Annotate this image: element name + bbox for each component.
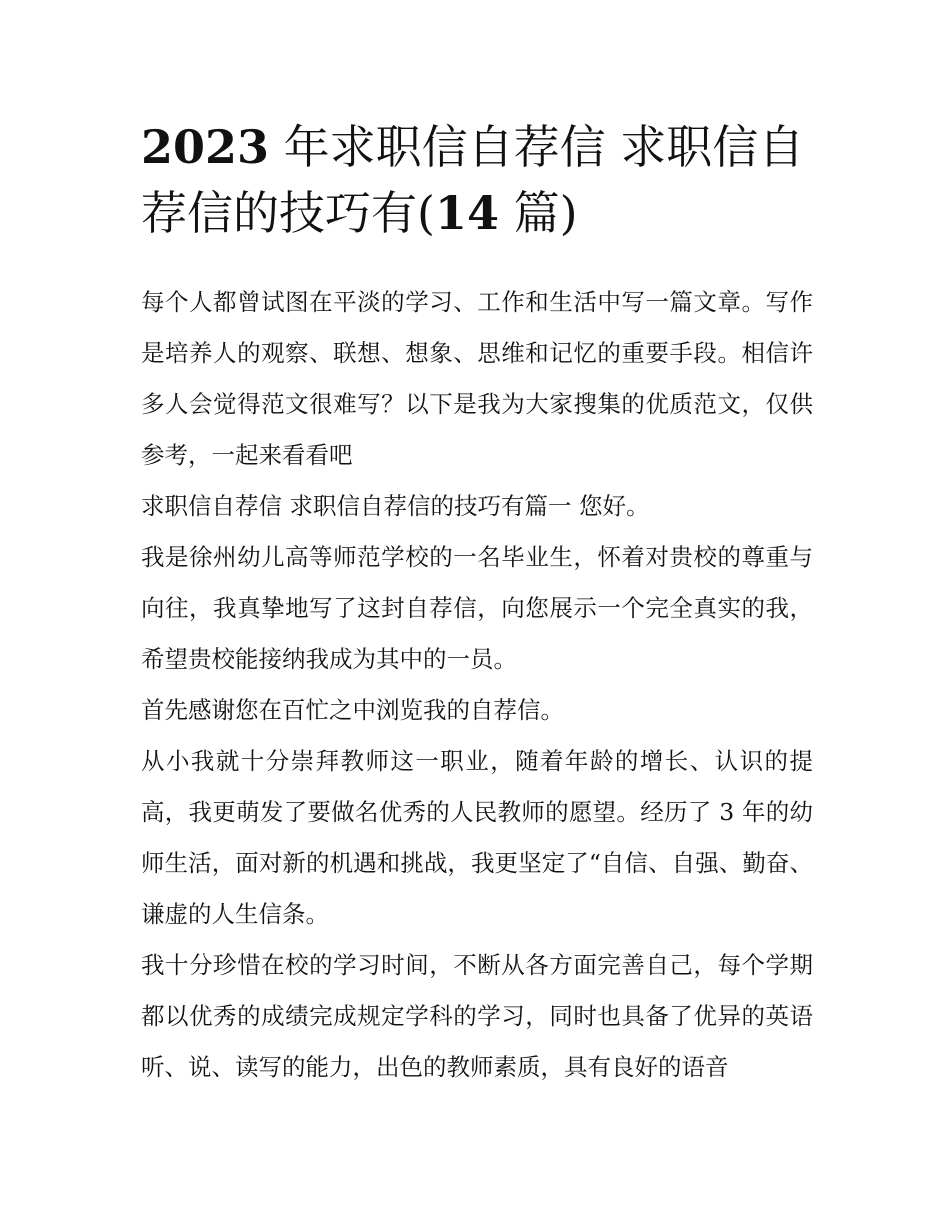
title-count: 14 (434, 186, 499, 240)
paragraph-aspiration: 从小我就十分崇拜教师这一职业，随着年龄的增长、认识的提高，我更萌发了要做名优秀的人民教师的愿望。经历了 3 年的幼师生活，面对新的机遇和挑战，我更坚定了“自信、自强、勤奋、谦虚的人生信条。 (141, 747, 813, 928)
paragraph-study: 我十分珍惜在校的学习时间，不断从各方面完善自己，每个学期都以优秀的成绩完成规定学科的学习，同时也具备了优异的英语听、说、读写的能力，出色的教师素质，具有良好的语音 (141, 951, 813, 1081)
document-title (141, 114, 821, 246)
document-body (141, 277, 813, 1093)
title-text-part-2: 篇) (498, 186, 578, 240)
paragraph-greeting: 求职信自荐信 求职信自荐信的技巧有篇一 您好。 (141, 492, 650, 520)
title-year: 2023 (141, 120, 270, 174)
paragraph-thanks: 首先感谢您在百忙之中浏览我的自荐信。 (141, 696, 564, 724)
paragraph-intro: 每个人都曾试图在平淡的学习、工作和生活中写一篇文章。写作是培养人的观察、联想、想象、思维和记忆的重要手段。相信许多人会觉得范文很难写？以下是我为大家搜集的优质范文，仅供参考，一起来看看吧 (141, 288, 813, 469)
title-text-part-1: 年求职信自荐信 求职信自荐信的技巧有( (141, 120, 805, 240)
paragraph-self-introduction: 我是徐州幼儿高等师范学校的一名毕业生，怀着对贵校的尊重与向往，我真挚地写了这封自荐信，向您展示一个完全真实的我，希望贵校能接纳我成为其中的一员。 (141, 543, 813, 673)
